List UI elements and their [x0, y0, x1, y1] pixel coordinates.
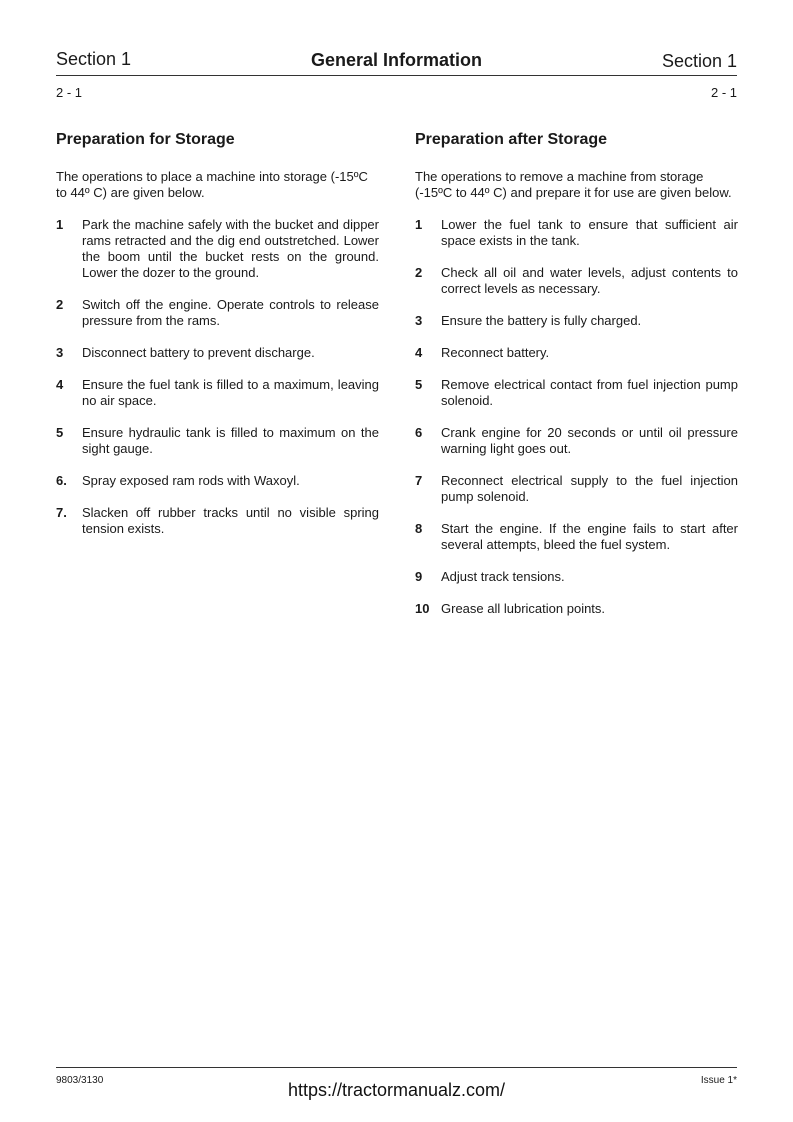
list-item	[415, 473, 738, 505]
list-item	[415, 425, 738, 457]
list-item	[56, 345, 379, 361]
step-number: 1	[415, 217, 423, 232]
page-number-right: 2 - 1	[710, 85, 737, 100]
step-number: 3	[415, 313, 423, 328]
storage-preparation-intro: The operations to place a machine into storage (-15ºC to 44º C) are given below.	[56, 169, 368, 200]
step-number: 9	[415, 569, 423, 584]
after-storage-heading: Preparation after Storage	[415, 131, 608, 148]
list-item	[56, 217, 379, 281]
step-text: Lower the fuel tank to ensure that sufficient air space exists in the tank.	[441, 217, 738, 248]
step-number: 3	[56, 345, 64, 360]
step-number: 1	[56, 217, 64, 232]
step-text: Crank engine for 20 seconds or until oil pressure warning light goes out.	[441, 425, 738, 456]
list-item	[415, 313, 738, 329]
step-text: Adjust track tensions.	[441, 569, 565, 584]
list-item	[56, 297, 379, 329]
step-number: 6	[415, 425, 423, 440]
storage-preparation-steps	[56, 217, 379, 537]
step-number: 8	[415, 521, 423, 536]
storage-preparation-column	[56, 130, 379, 553]
document-number: 9803/3130	[56, 1075, 104, 1086]
step-text: Reconnect electrical supply to the fuel injection pump solenoid.	[441, 473, 738, 504]
list-item	[56, 473, 379, 489]
step-text: Remove electrical contact from fuel injection pump solenoid.	[441, 377, 738, 408]
footer-divider	[56, 1067, 737, 1068]
step-number: 10	[415, 601, 430, 616]
website-url: https://tractormanualz.com/	[287, 1080, 506, 1100]
step-text: Park the machine safely with the bucket and dipper rams retracted and the dig end outstretched. Lower the boom until the bucket rests on the ground. Lower the dozer to the ground.	[82, 217, 379, 280]
list-item	[415, 265, 738, 297]
storage-preparation-heading: Preparation for Storage	[56, 131, 235, 148]
list-item	[56, 425, 379, 457]
step-text: Ensure the battery is fully charged.	[441, 313, 642, 328]
list-item	[415, 569, 738, 585]
step-number: 4	[415, 345, 423, 360]
step-text: Switch off the engine. Operate controls to release pressure from the rams.	[82, 297, 379, 328]
step-text: Ensure the fuel tank is filled to a maximum, leaving no air space.	[82, 377, 379, 408]
after-storage-steps	[415, 217, 738, 617]
step-number: 5	[415, 377, 423, 392]
list-item	[415, 345, 738, 361]
step-number: 5	[56, 425, 64, 440]
header-section-left: Section 1	[56, 49, 132, 69]
list-item	[415, 217, 738, 249]
list-item	[56, 377, 379, 409]
page-title: General Information	[310, 50, 483, 70]
step-text: Slacken off rubber tracks until no visible spring tension exists.	[82, 505, 379, 536]
list-item	[56, 505, 379, 537]
step-number: 4	[56, 377, 64, 392]
header-divider	[56, 75, 737, 76]
list-item	[415, 521, 738, 553]
step-text: Grease all lubrication points.	[441, 601, 606, 616]
step-text: Disconnect battery to prevent discharge.	[82, 345, 315, 360]
step-number: 7.	[56, 505, 67, 520]
step-number: 2	[415, 265, 423, 280]
step-text: Ensure hydraulic tank is filled to maximum on the sight gauge.	[82, 425, 379, 456]
list-item	[415, 377, 738, 409]
page-number-left: 2 - 1	[56, 85, 83, 100]
step-number: 7	[415, 473, 423, 488]
step-text: Spray exposed ram rods with Waxoyl.	[82, 473, 300, 488]
header-section-right: Section 1	[661, 51, 737, 71]
step-text: Check all oil and water levels, adjust contents to correct levels as necessary.	[441, 265, 738, 296]
issue-label: Issue 1*	[700, 1075, 737, 1086]
step-number: 2	[56, 297, 64, 312]
step-text: Reconnect battery.	[441, 345, 550, 360]
after-storage-column	[415, 130, 738, 633]
step-number: 6.	[56, 473, 67, 488]
list-item	[415, 601, 738, 617]
after-storage-intro: The operations to remove a machine from storage (-15ºC to 44º C) and prepare it for use are given below.	[415, 169, 732, 200]
step-text: Start the engine. If the engine fails to start after several attempts, bleed the fuel system.	[441, 521, 738, 552]
